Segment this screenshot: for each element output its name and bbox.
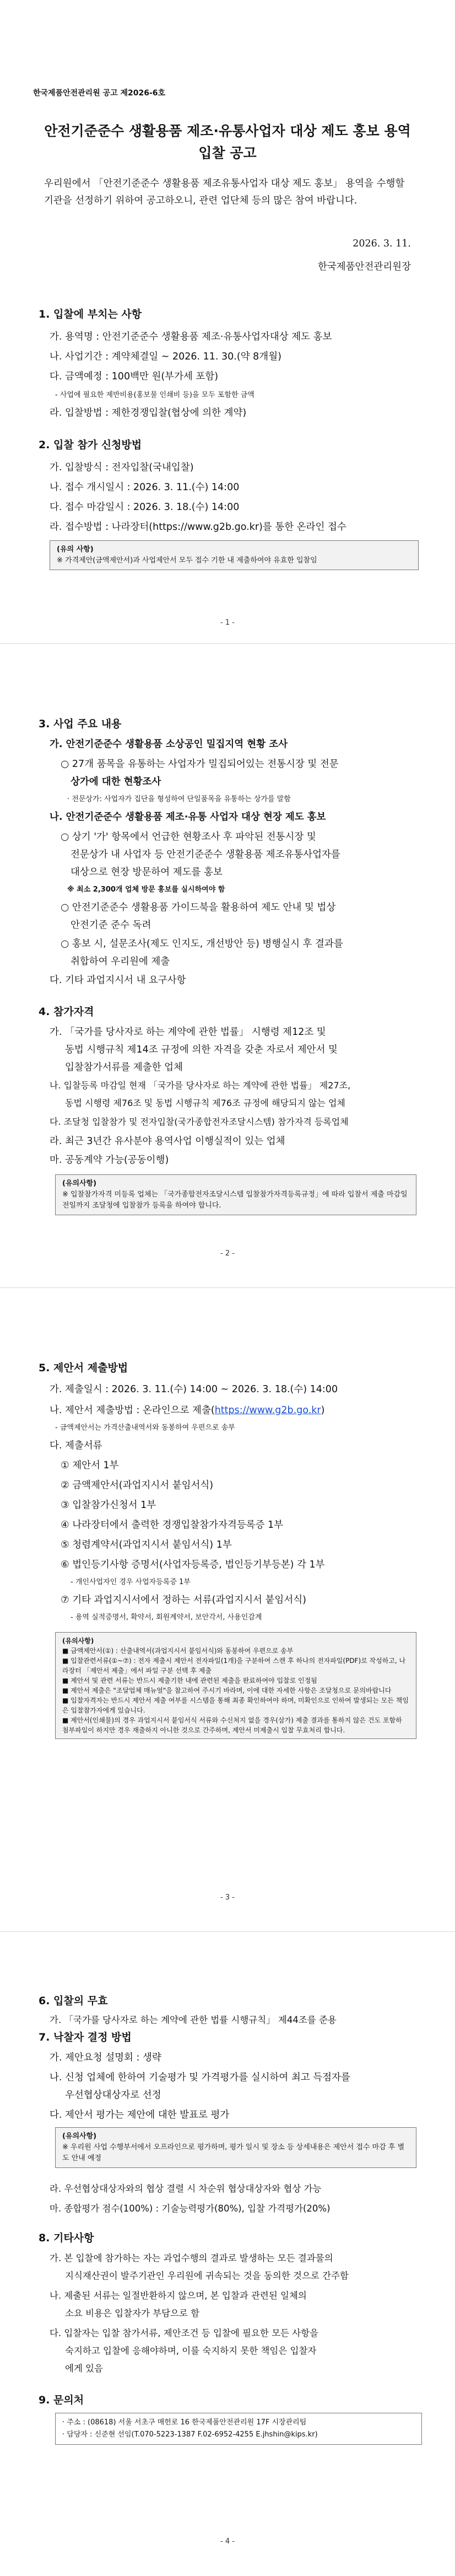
- s5-doc-4: ④ 나라장터에서 출력한 경쟁입찰참가자격등록증 1부: [61, 1520, 284, 1531]
- s2-item-d: 라. 접수방법 : 나라장터(https://www.g2b.go.kr)를 통한 온라인 접수: [50, 522, 346, 533]
- s5-doc-2: ② 금액제안서(과업지시서 붙임서식): [61, 1480, 214, 1491]
- page-2: [0, 644, 455, 1288]
- s5-notice-line-6: ■ 제안서(인쇄물)의 경우 과업지시서 붙임서식 서류와 수신처지 없을 경우(삼가) 제출 결과를 통하지 않은 건도 포함하 첨부파일이 하지만 경우 재출하지 아니한 것으로 간주하며, 제안서 미제출시 입찰 무효처리 합니다.: [62, 1716, 402, 1734]
- section-1-title: 1. 입찰에 부치는 사항: [39, 308, 142, 320]
- s3-item-b: 나. 안전기준준수 생활용품 제조·유통 사업자 대상 현장 제도 홍보: [50, 812, 326, 823]
- s4-notice-box: [55, 1174, 416, 1215]
- s4-item-a3: 입찰참가서류를 제출한 업체: [65, 1062, 183, 1073]
- s3-item-a1: ○ 27개 품목을 유통하는 사업자가 밀집되어있는 전통시장 및 전문: [61, 759, 339, 770]
- page-number-4: - 4 -: [220, 2537, 235, 2546]
- s4-item-e: 마. 공동계약 가능(공동이행): [50, 1155, 169, 1166]
- s2-notice-text: ※ 가격제안(금액제안서)과 사업제안서 모두 접수 기한 내 제출하여야 유효한 입찰임: [57, 556, 317, 565]
- section-8-title: 8. 기타사항: [39, 2232, 94, 2244]
- s5-notice-line-1: ■ 금액제안서(①) : 산출내역서(과업지시서 붙임서식)와 동봉하여 우편으로 송부: [62, 1647, 294, 1655]
- s5-doc-7: ⑦ 기타 과업지시서에서 정하는 서류(과업지시서 붙임서식): [61, 1595, 306, 1606]
- page-4: [0, 1932, 455, 2576]
- s5-doc-6-note: - 개인사업자인 경우 사업자등록증 1부: [71, 1578, 191, 1586]
- s3-item-b1b: 전문상가 내 사업자 등 안전기준준수 생활용품 제조유통사업자를: [71, 849, 340, 860]
- notice-org: 한국제품안전관리원장: [317, 261, 411, 272]
- page-number-3: - 3 -: [220, 1893, 235, 1902]
- s7-notice-text: ※ 우리원 사업 수행부서에서 오프라인으로 평가하며, 평가 일시 및 장소 등 상세내용은 제안서 접수 마감 후 별도 안내 예정: [62, 2143, 405, 2162]
- s3-item-a: 가. 안전기준준수 생활용품 소상공인 밀집지역 현황 조사: [50, 739, 288, 750]
- s3-item-b1: ○ 상기 '가' 항목에서 언급한 현황조사 후 파악된 전통시장 및: [61, 831, 316, 842]
- s7-item-b: 나. 신청 업체에 한하여 기술평가 및 가격평가를 실시하여 최고 득점자를: [50, 2072, 350, 2083]
- s3-item-a1c: · 전문상가: 사업자가 집단을 형성하여 단일품목을 유통하는 상가를 말함: [67, 795, 291, 803]
- s3-item-a1b: 상가에 대한 현황조사: [71, 776, 161, 787]
- s5-doc-3: ③ 입찰참가신청서 1부: [61, 1500, 156, 1511]
- s4-item-a2: 동법 시행규칙 제14조 규정에 의한 자격을 갖춘 자로서 제안서 및: [65, 1044, 338, 1055]
- s4-item-d: 라. 최근 3년간 유사분야 용역사업 이행실적이 있는 업체: [50, 1136, 285, 1147]
- intro-paragraph: 우리원에서 「안전기준준수 생활용품 제조유통사업자 대상 제도 홍보」 용역을 수행할 기관을 선정하기 위하여 공고하오니, 관련 업단체 등의 많은 참여 바랍니다.: [44, 178, 405, 206]
- s4-notice-text: ※ 입찰참가자격 미등록 업체는 「국가종합전자조달시스템 입찰참가자격등록규정」에 따라 입찰서 제출 마감일 전일까지 조달청에 입찰참가 등록을 하여야 합니다.: [62, 1190, 408, 1210]
- s3-item-b2: ○ 안전기준준수 생활용품 가이드북을 활용하여 제도 안내 및 법상: [61, 902, 336, 913]
- s3-item-b1c: 대상으로 현장 방문하여 제도를 홍보: [71, 867, 223, 878]
- contact-box: [55, 2413, 422, 2445]
- s4-item-c: 다. 조달청 입찰참가 및 전자입찰(국가종합전자조달시스템) 참가자격 등록업체: [50, 1117, 349, 1127]
- notice-number: 한국제품안전관리원 공고 제2026-6호: [33, 89, 166, 98]
- s1-item-b: 나. 사업기간 : 계약체결일 ~ 2026. 11. 30.(약 8개월): [50, 351, 281, 362]
- s7-item-e: 마. 종합평가 점수(100%) : 기술능력평가(80%), 입찰 가격평가(20%): [50, 2203, 331, 2214]
- s4-notice-title: (유의사항): [62, 1179, 97, 1188]
- s7-notice-box: [55, 2127, 416, 2168]
- s5-doc-5: ⑤ 청렴계약서(과업지시서 붙임서식) 1부: [61, 1539, 232, 1550]
- section-3-title: 3. 사업 주요 내용: [39, 718, 122, 730]
- s5-notice-line-2: ■ 입찰관련서류(①~⑦) : 전자 제출시 제안서 전자파일(1개)을 구분하여 스캔 후 하나의 전자파일(PDF)로 작성하고, 나라장터 「제안서 제출」에서 파일 구분 선택 후 제출: [62, 1657, 406, 1675]
- s2-item-b: 나. 접수 개시일시 : 2026. 3. 11.(수) 14:00: [50, 482, 240, 493]
- s2-item-a: 가. 입찰방식 : 전자입찰(국내입찰): [50, 462, 194, 473]
- s5-item-c: 다. 제출서류: [50, 1440, 102, 1451]
- s7-item-c: 다. 제안서 평가는 제안에 대한 발표로 평가: [50, 2110, 230, 2121]
- notice-date: 2026. 3. 11.: [353, 238, 411, 249]
- s5-notice-line-4: ■ 제안서 제출은 "조달업체 매뉴얼"을 참고하여 주시기 바라며, 이에 대한 자세한 사항은 조달청으로 문의바랍니다: [62, 1687, 392, 1694]
- section-9-title: 9. 문의처: [39, 2394, 84, 2406]
- s8-item-b: 나. 제출된 서류는 일절반환하지 않으며, 본 입찰과 관련된 일체의: [50, 2290, 307, 2301]
- section-6-title: 6. 입찰의 무효: [39, 1995, 108, 2007]
- s5-notice-title: (유의사항): [62, 1637, 94, 1645]
- s3-item-c: 다. 기타 과업지시서 내 요구사항: [50, 975, 186, 986]
- s8-item-c2: 숙지하고 입찰에 응해야하며, 이를 숙지하지 못한 책임은 입찰자: [65, 2346, 317, 2356]
- section-4-title: 4. 참가자격: [39, 1006, 94, 1018]
- g2b-link[interactable]: https://www.g2b.go.kr: [214, 1405, 321, 1416]
- s5-item-b-note: - 금액제안서는 가격산출내역서와 동봉하여 우편으로 송부: [55, 1424, 235, 1432]
- s5-doc-7-note: - 용역 실적증명서, 확약서, 회원계약서, 보안각서, 사용인감계: [71, 1613, 262, 1622]
- s4-item-b: 나. 입찰등록 마감일 현재 「국가를 당사자로 하는 계약에 관한 법률」 제27조,: [50, 1080, 351, 1091]
- section-7-title: 7. 낙찰자 결정 방법: [39, 2031, 132, 2043]
- page-number-2: - 2 -: [220, 1249, 235, 1258]
- s5-notice-line-3: ■ 제안서 및 관련 서류는 반드시 제출기한 내에 관련된 제출을 완료하여야 입찰로 인정됨: [62, 1677, 317, 1684]
- s5-notice-box: [55, 1632, 416, 1739]
- contact-person: · 담당자 : 신준현 선임(T.070-5223-1387 F.02-6952-4255 E.jhshin@kips.kr): [62, 2430, 318, 2439]
- s5-doc-1: ① 제안서 1부: [61, 1460, 119, 1471]
- s2-notice-title: (유의 사항): [57, 545, 94, 554]
- page-title-line2: 입찰 공고: [198, 145, 257, 161]
- s3-item-b2b: 안전기준 준수 독려: [71, 920, 151, 931]
- s1-item-a: 가. 용역명 : 안전기준준수 생활용품 제조·유통사업자대상 제도 홍보: [50, 331, 332, 342]
- s3-item-b3b: 취합하여 우리원에 제출: [71, 956, 170, 967]
- section-2-title: 2. 입찰 참가 신청방법: [39, 439, 142, 451]
- page-1: [0, 0, 455, 644]
- s7-item-d: 라. 우선협상대상자와의 협상 결렬 시 차순위 협상대상자와 협상 가능: [50, 2183, 322, 2194]
- s5-notice-line-5: ■ 입찰자격자는 반드시 제안서 제출 여부를 시스템을 통해 최종 확인하여야 하며, 미확인으로 인하여 발생되는 모든 책임은 입찰참가자에게 있습니다.: [62, 1697, 409, 1714]
- s7-notice-title: (유의사항): [62, 2132, 97, 2140]
- s2-item-c: 다. 접수 마감일시 : 2026. 3. 18.(수) 14:00: [50, 502, 240, 513]
- s8-item-c: 다. 입찰자는 입찰 참가서류, 제안조건 등 입찰에 필요한 모든 사항을: [50, 2328, 319, 2338]
- s5-doc-6: ⑥ 법인등기사항 증명서(사업자등록증, 법인등기부등본) 각 1부: [61, 1559, 325, 1570]
- s8-item-a: 가. 본 입찰에 참가하는 자는 과업수행의 결과로 발생하는 모든 결과물의: [50, 2253, 333, 2263]
- s1-item-c: 다. 금액예정 : 100백만 원(부가세 포함): [50, 371, 219, 382]
- page-number-1: - 1 -: [220, 619, 235, 627]
- s3-item-b3: ○ 홍보 시, 설문조사(제도 인지도, 개선방안 등) 병행실시 후 결과를: [61, 938, 343, 949]
- s7-item-b2: 우선협상대상자로 선정: [65, 2090, 161, 2101]
- s8-item-b2: 소요 비용은 입찰자가 부담으로 함: [65, 2308, 200, 2319]
- page-3: [0, 1288, 455, 1932]
- page-title-line1: 안전기준준수 생활용품 제조·유통사업자 대상 제도 홍보 용역: [44, 123, 411, 139]
- s2-notice-box: [50, 540, 419, 570]
- s7-item-a: 가. 제안요청 설명회 : 생략: [50, 2052, 161, 2063]
- s6-item-a: 가. 「국가를 당사자로 하는 계약에 관한 법률 시행규칙」 제44조를 준용: [50, 2015, 337, 2025]
- s1-item-d: 라. 입찰방법 : 제한경쟁입찰(협상에 의한 계약): [50, 407, 247, 418]
- s5-item-a: 가. 제출일시 : 2026. 3. 11.(수) 14:00 ~ 2026. 3. 18.(수) 14:00: [50, 1384, 338, 1395]
- s8-item-a2: 지식재산권이 발주기관인 우리원에 귀속되는 것을 동의한 것으로 간주함: [65, 2271, 349, 2281]
- s1-item-c-note: - 사업에 필요한 제반비용(홍보물 인쇄비 등)을 모두 포함한 금액: [55, 391, 254, 399]
- s3-item-b1d: ※ 최소 2,300개 업체 방문 홍보를 실시하여야 함: [67, 886, 225, 894]
- contact-address: · 주소 : (08618) 서울 서초구 매헌로 16 한국제품안전관리원 17F 시장관리팀: [62, 2418, 307, 2427]
- s5-item-b: 나. 제안서 제출방법 : 온라인으로 제출(https://www.g2b.go.kr): [50, 1405, 325, 1416]
- s4-item-b2: 동법 시행령 제76조 및 동법 시행규칙 제76조 규정에 해당되지 않는 업체: [65, 1098, 345, 1108]
- s4-item-a: 가. 「국가를 당사자로 하는 계약에 관한 법률」 시행령 제12조 및: [50, 1027, 326, 1038]
- section-5-title: 5. 제안서 제출방법: [39, 1362, 128, 1374]
- s8-item-c3: 에게 있음: [65, 2363, 104, 2374]
